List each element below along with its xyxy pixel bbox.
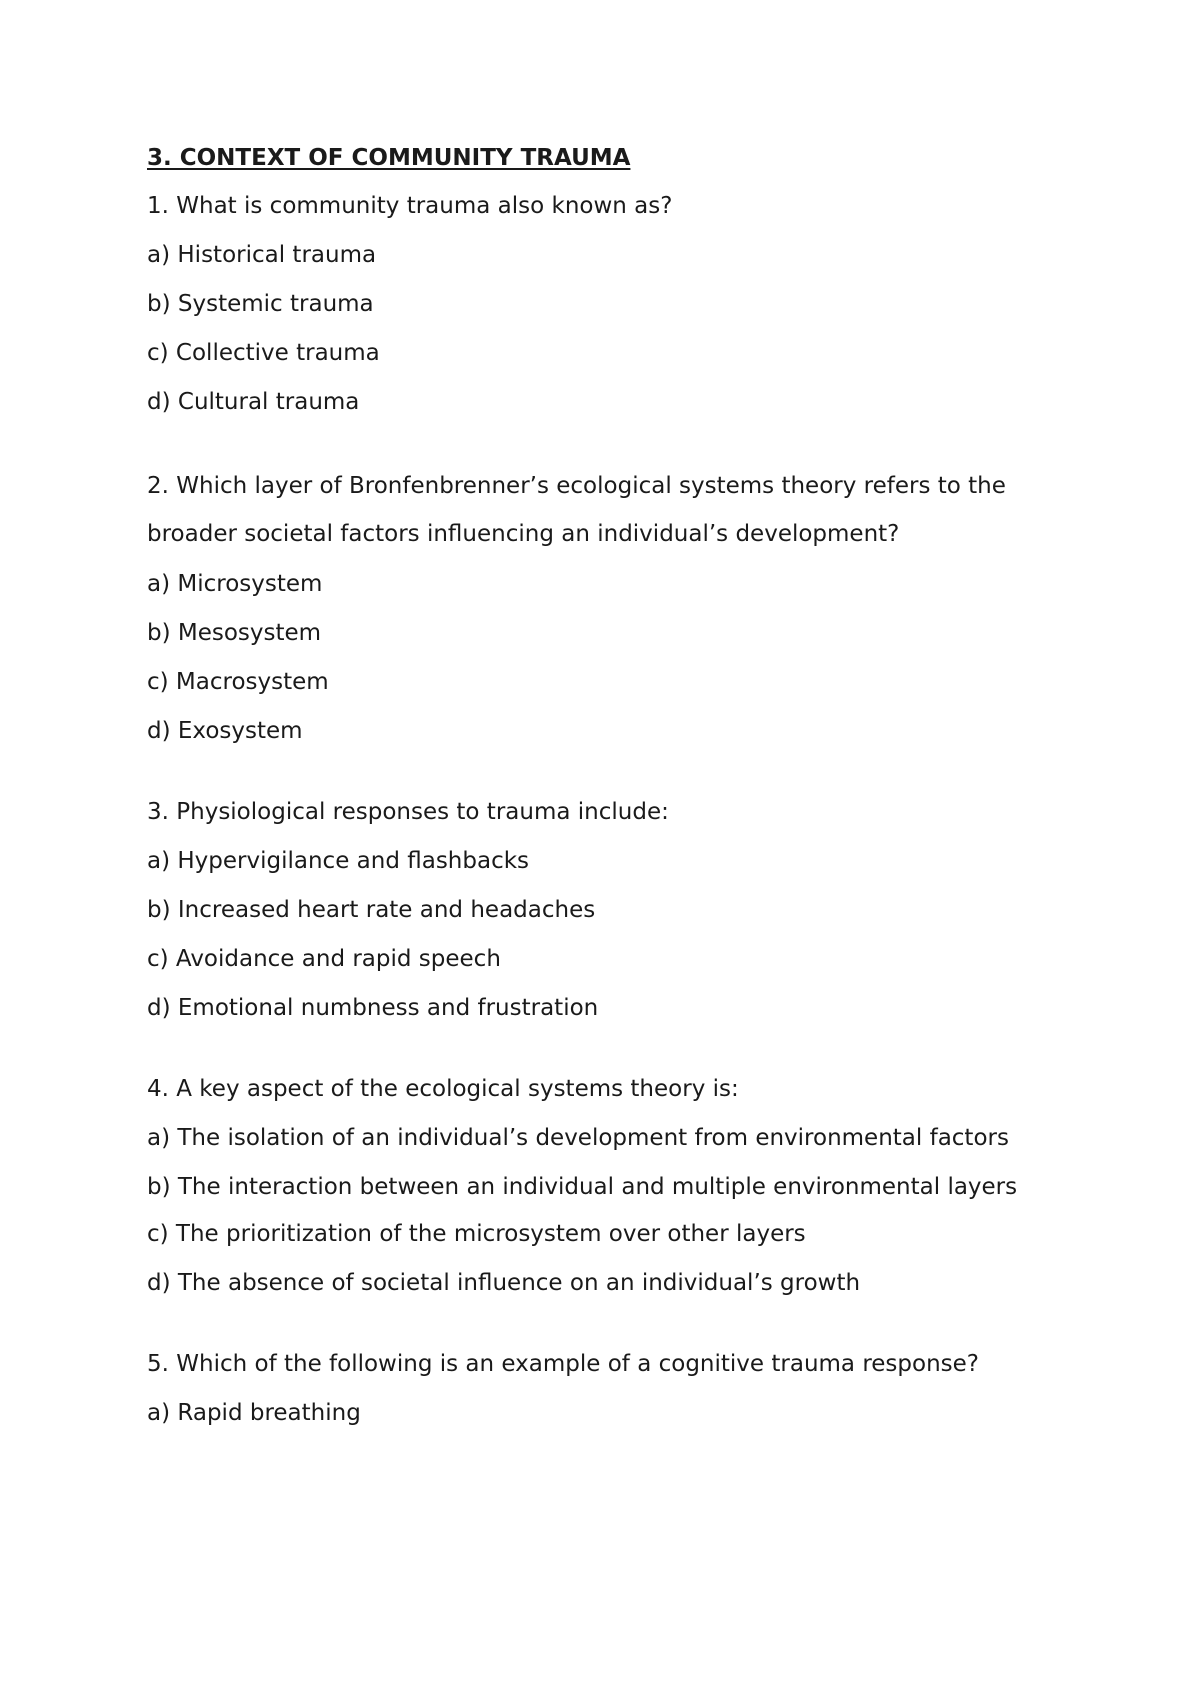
section-heading: 3. CONTEXT OF COMMUNITY TRAUMA <box>147 145 631 171</box>
answer-option: d) Exosystem <box>147 718 303 744</box>
answer-options <box>147 845 1077 1025</box>
answer-option: b) Increased heart rate and headaches <box>147 897 596 923</box>
question-text: 3. Physiological responses to trauma include: <box>147 799 669 825</box>
answer-option: a) Microsystem <box>147 571 323 597</box>
answer-options <box>147 239 1077 419</box>
question-5 <box>147 1348 1077 1430</box>
answer-options <box>147 1397 1077 1430</box>
answer-option: a) Hypervigilance and flashbacks <box>147 848 530 874</box>
answer-option: c) The prioritization of the microsystem over other layers <box>147 1221 806 1247</box>
answer-option: a) Historical trauma <box>147 242 377 268</box>
question-3 <box>147 796 1077 1025</box>
question-1 <box>147 190 1077 419</box>
question-text: 4. A key aspect of the ecological systems theory is: <box>147 1076 739 1102</box>
question-text: 2. Which layer of Bronfenbrenner’s ecological systems theory refers to the broader societal factors influencing an individual’s development? <box>147 473 1006 547</box>
answer-options <box>147 568 1077 748</box>
question-2 <box>147 462 1077 748</box>
question-text: 5. Which of the following is an example of a cognitive trauma response? <box>147 1351 979 1377</box>
answer-option: c) Macrosystem <box>147 669 329 695</box>
answer-options <box>147 1122 1077 1300</box>
answer-option: c) Collective trauma <box>147 340 380 366</box>
question-text: 1. What is community trauma also known as? <box>147 193 673 219</box>
answer-option: b) Mesosystem <box>147 620 322 646</box>
question-4 <box>147 1073 1077 1300</box>
answer-option: d) Emotional numbness and frustration <box>147 995 599 1021</box>
answer-option: d) The absence of societal influence on an individual’s growth <box>147 1270 861 1296</box>
answer-option: d) Cultural trauma <box>147 389 360 415</box>
answer-option: b) Systemic trauma <box>147 291 374 317</box>
answer-option: b) The interaction between an individual and multiple environmental layers <box>147 1174 1018 1200</box>
answer-option: c) Avoidance and rapid speech <box>147 946 501 972</box>
answer-option: a) The isolation of an individual’s development from environmental factors <box>147 1125 1009 1151</box>
answer-option: a) Rapid breathing <box>147 1400 361 1426</box>
document-content <box>147 142 1077 1481</box>
